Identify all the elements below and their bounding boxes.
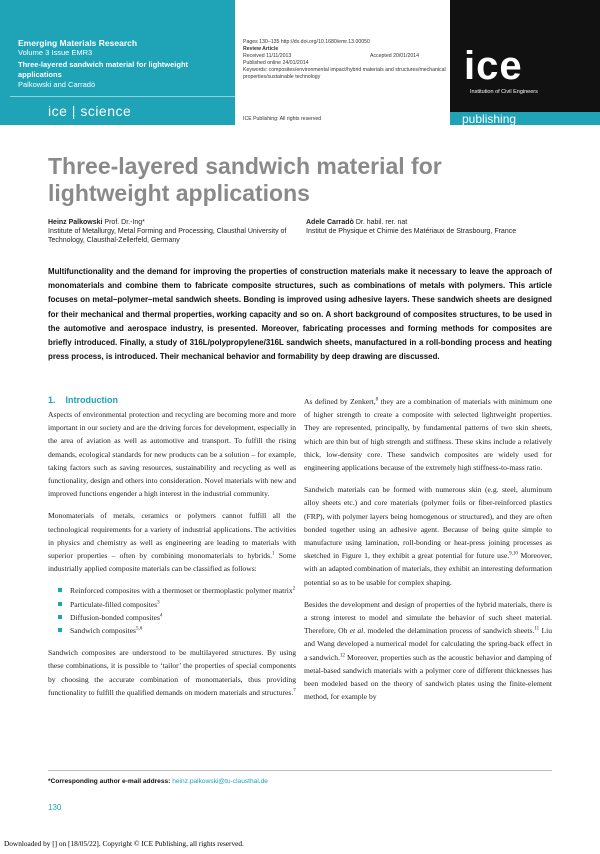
journal-name: Emerging Materials Research — [18, 38, 138, 48]
citation[interactable]: 3 — [157, 600, 160, 606]
footnote-label: *Corresponding author e-mail address: — [48, 778, 171, 785]
running-title: Three-layered sandwich material for lightweight applications — [18, 60, 189, 79]
citation[interactable]: 1 — [272, 551, 275, 557]
email-link[interactable]: heinz.palkowski@tu-clausthal.de — [172, 778, 268, 785]
footnote-divider — [48, 770, 552, 771]
author-affiliation: Institute of Metallurgy, Metal Forming and Processing, Clausthal University of Technology, Clausthal-Zellerfeld, Germany — [48, 228, 287, 244]
author-degree: Dr. habil. rer. nat — [355, 219, 408, 226]
article-type: Review Article — [243, 46, 279, 52]
paragraph: Monomaterials of metals, ceramics or polymers cannot fulfill all the technological requirements for a variety of industrial applications. The activities in physics and chemistry as well as engineering are leading to materials with superior properties – often by combining monomaterials to hybrids.$^1$ Some industrially applied composite materials can be classified as follows: — [48, 511, 296, 574]
abstract: Multifunctionality and the demand for improving the properties of construction materials make it necessary to leave the approach of monomaterials and combine them to fabricate composite structures, such as combinations of metals with polymers. This article focuses on metal–polymer–metal sandwich sheets. Bonding is improved using adhesive layers. These sandwich sheets are designed for their mechanical and thermal properties, working capacity and so on. A short background of composites structures, to be used in the automotive and aerospace industry, is presented. Moreover, fabricating processes and forming methods for composites are briefly introduced. Finally, a study of 316L/polypropylene/316L sandwich sheets, manufactured in a roll-bonding process and heating press process, is introduced. Their mechanical behavior and formability by deep drawing are discussed. — [48, 267, 552, 362]
text-column-left — [48, 408, 296, 708]
citation[interactable]: 7 — [293, 688, 296, 694]
page-number: 130 — [48, 803, 62, 812]
list-item: Particulate-filled composites$^3$ — [48, 598, 296, 611]
page-title: Three-layered sandwich material for lightweight applications — [48, 153, 442, 206]
author-name: Adele Carradò — [306, 219, 354, 226]
pages-doi[interactable]: Pages 130–135 http://dx.doi.org/10.1680/emr.13.00050 — [243, 39, 370, 45]
ice-logo: ice — [464, 44, 523, 88]
citation[interactable]: 5,6 — [136, 626, 143, 632]
bullet-icon — [58, 628, 62, 632]
author-block-1 — [48, 218, 288, 245]
bullet-icon — [58, 602, 62, 606]
citation[interactable]: 2 — [292, 586, 296, 592]
citation[interactable]: 11 — [534, 626, 540, 632]
citation[interactable]: 4 — [159, 613, 163, 619]
list-item: Sandwich composites$^{5,6}$ — [48, 624, 296, 637]
author-degree: Prof. Dr.-Ing* — [104, 219, 145, 226]
author-affiliation: Institut de Physique et Chimie des Matériaux de Strasbourg, France — [306, 228, 517, 235]
corresponding-author-footnote — [48, 778, 268, 785]
journal-issue: Volume 3 Issue EMR3 — [18, 48, 93, 57]
institution-name: Institution of Civil Engineers — [470, 89, 538, 95]
keywords: Keywords: composites/environmental impact/hybrid materials and structures/mechanical properties/sustainable technology — [243, 67, 446, 81]
section-heading — [48, 395, 118, 405]
list-item: Reinforced composites with a thermoset or thermoplastic polymer matrix$^2$ — [48, 584, 296, 597]
text-column-right — [304, 395, 552, 712]
download-notice: Downloaded by [] on [18/05/22]. Copyright © ICE Publishing, all rights reserved. — [4, 839, 244, 848]
received-date: Received 11/11/2013 — [243, 53, 292, 59]
series-label: ice | science — [48, 103, 132, 119]
citation[interactable]: 12 — [339, 653, 345, 659]
header-divider — [10, 96, 235, 97]
author-name: Heinz Palkowski — [48, 219, 103, 226]
rights-notice: ICE Publishing: All rights reserved — [243, 116, 322, 122]
paragraph: Besides the development and design of properties of the hybrid materials, there is a strong interest to model and simulate the behavior of such sheet material. Therefore, Oh et al. modeled the delamination process of sandwich sheets.$^{11}$ Liu and Wang developed a numerical model for calculating the spring-back effect in a sandwich.$^{12}$ Moreover, properties such as the acoustic behavior and damping of metal-based sandwich materials with a polymer core of different thicknesses has been modeled based on the theory of sandwich plates using the finite-element method, for example by — [304, 599, 552, 702]
running-authors: Palkowski and Carradò — [18, 80, 96, 89]
paragraph: Aspects of environmental protection and recycling are becoming more and more important in our society and are the driving forces for development, especially in the area of aviation as well as automotive and transport. To fulfill the rising demands, ecological standards for new products can be a solution – for example, taking factors such as saving resources, sustainability and recycling as well as functionality, design and others into consideration. Novel materials with new and improved functions engender a high interest in the industrial community. — [48, 410, 296, 499]
bullet-icon — [58, 588, 62, 592]
citation[interactable]: 8 — [375, 397, 379, 403]
paragraph: As defined by Zenkert,$^8$ they are a combination of materials with minimum one of higher strength to create a composite with selected lightweight properties. They are represented, principally, by fundamental patterns of two skin sheets, which are thin but of high strength and stiffness. These skins include a relatively thick, low-density core. These sandwich composites are widely used for engineering applications because of the extremely high stiffness-to-mass ratio. — [304, 397, 552, 473]
accepted-date: Accepted 20/01/2014 — [370, 53, 420, 59]
section-number: 1. — [48, 395, 56, 405]
publishing-label: publishing — [462, 112, 517, 126]
published-date: Published online 24/01/2014 — [243, 60, 309, 66]
paragraph: Sandwich materials can be formed with numerous skin (e.g. steel, aluminum alloy sheets etc.) and core materials (polymer foils or fiber-reinforced plastics (FRP), with polymer layers being homogenous or structured), and they are often bonded together using an adhesive agent. Because of being quite simple to manufacture using lamination, roll-bonding or heat-press joining processes as sketched in Figure 1, they exhibit a great potential for future use.$^{9,10}$ Moreover, with an adapted combination of materials, they exhibit an interesting deformation potential so as to be usable for complex shaping. — [304, 485, 552, 587]
citation[interactable]: 9,10 — [509, 551, 518, 557]
classification-list — [48, 584, 296, 637]
section-title: Introduction — [65, 395, 119, 405]
bullet-icon — [58, 615, 62, 619]
paragraph: Sandwich composites are understood to be multilayered structures. By using these combinations, it is possible to ‘tailor’ the properties of special components by choosing the accurate combination of monomaterials, thus providing functionality to fulfill the qualified demands on modern materials and structures.$^7$ — [48, 648, 296, 697]
author-block-2 — [306, 218, 566, 236]
list-item: Diffusion-bonded composites$^4$ — [48, 611, 296, 624]
